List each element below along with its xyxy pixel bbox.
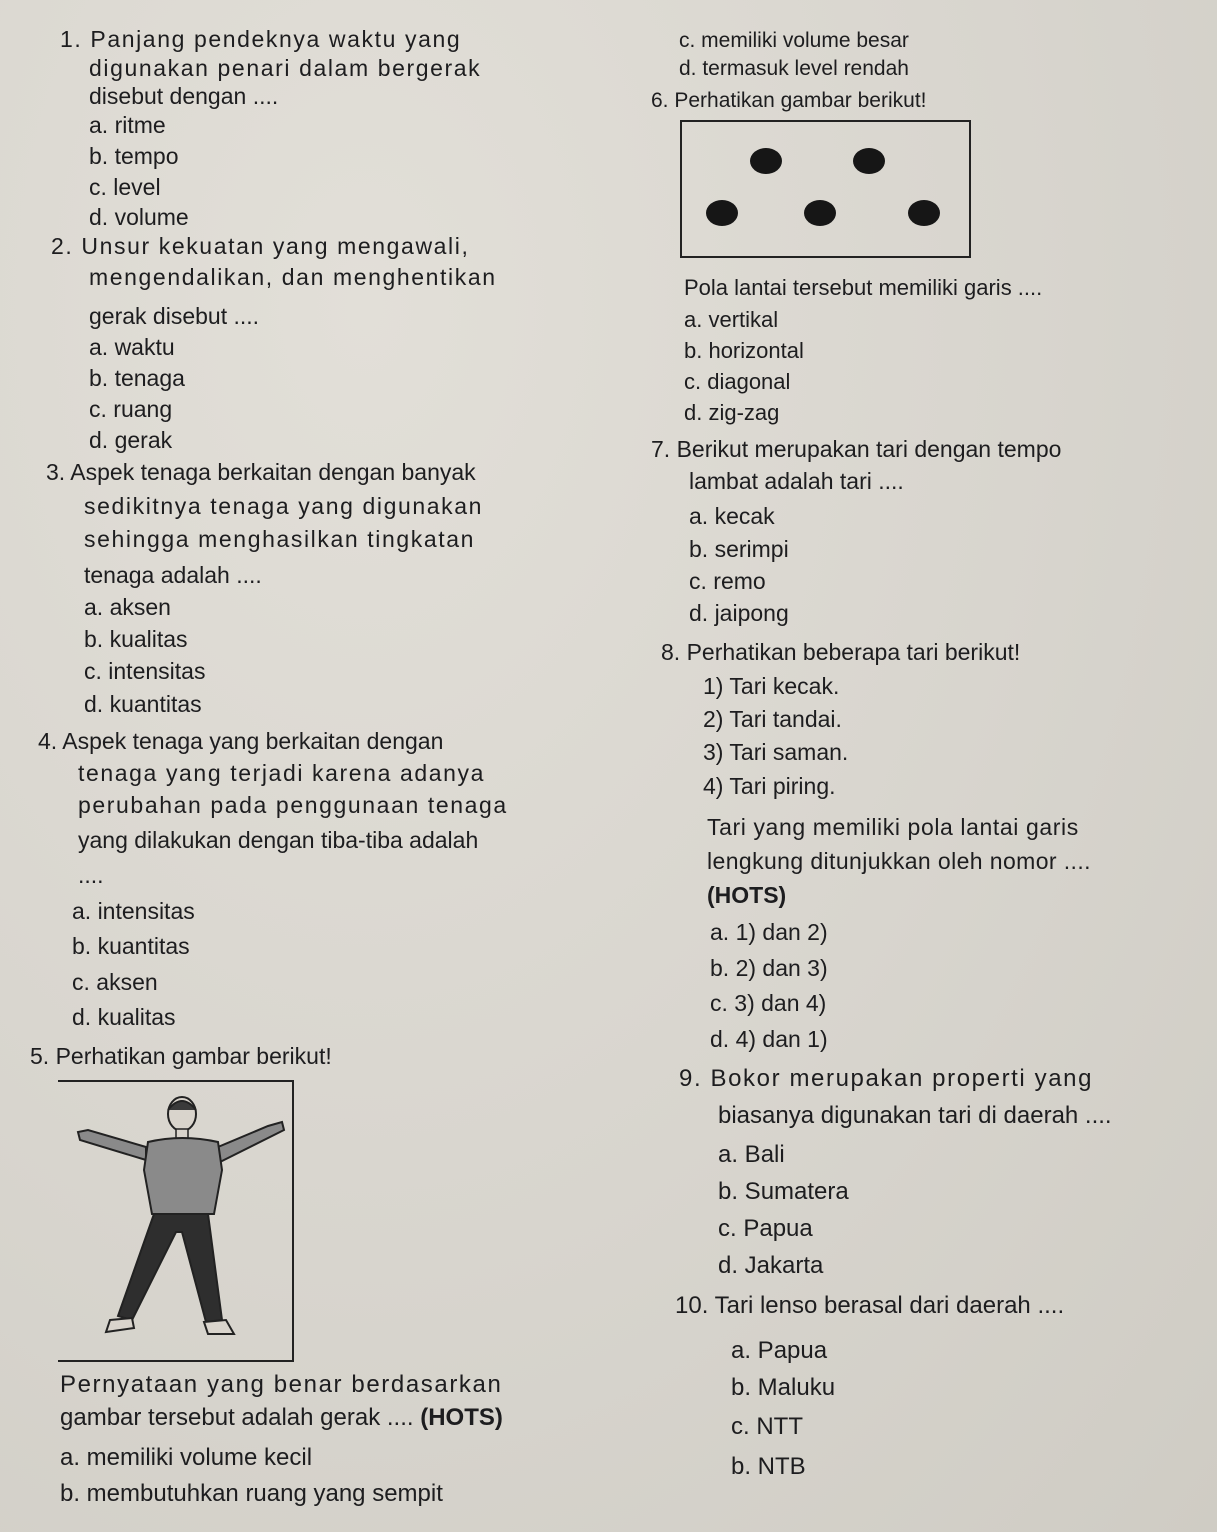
q4-line-5: .... — [78, 862, 104, 888]
floor-pattern-box — [680, 120, 971, 258]
q3-line-4: tenaga adalah .... — [84, 562, 262, 588]
q3-option-a[interactable]: a. aksen — [84, 594, 171, 620]
q2-line-3: gerak disebut .... — [89, 303, 260, 329]
q4-option-d[interactable]: d. kualitas — [72, 1004, 176, 1030]
q7-option-b[interactable]: b. serimpi — [689, 536, 789, 562]
q3-option-d[interactable]: d. kuantitas — [84, 691, 202, 717]
q8-line-2: lengkung ditunjukkan oleh nomor .... — [707, 848, 1091, 874]
q8-item-3: 3) Tari saman. — [703, 739, 849, 765]
q9-option-b[interactable]: b. Sumatera — [718, 1178, 849, 1205]
q2-option-a[interactable]: a. waktu — [89, 334, 175, 360]
dancer-dot — [804, 200, 836, 226]
q4-option-a[interactable]: a. intensitas — [72, 898, 195, 924]
q5-option-b[interactable]: b. membutuhkan ruang yang sempit — [60, 1480, 443, 1507]
q1-option-d[interactable]: d. volume — [89, 204, 189, 230]
q5-hots-label: (HOTS) — [420, 1404, 503, 1431]
q9-option-a[interactable]: a. Bali — [718, 1141, 785, 1168]
q5-option-c[interactable]: c. memiliki volume besar — [679, 29, 909, 52]
q8-hots-label: (HOTS) — [707, 882, 787, 908]
q8-item-2: 2) Tari tandai. — [703, 706, 842, 732]
q10-option-d[interactable]: b. NTB — [731, 1453, 806, 1480]
q1-option-c[interactable]: c. level — [89, 174, 161, 200]
q1-line-3: disebut dengan .... — [89, 83, 279, 109]
q6-option-a[interactable]: a. vertikal — [684, 307, 779, 332]
dancer-dot — [908, 200, 940, 226]
q5-line-1: Pernyataan yang benar berdasarkan — [60, 1371, 503, 1398]
q8-option-c[interactable]: c. 3) dan 4) — [710, 990, 827, 1016]
q4-option-b[interactable]: b. kuantitas — [72, 933, 190, 959]
q1-line-1: 1. Panjang pendeknya waktu yang — [60, 26, 462, 52]
q8-line-1: Tari yang memiliki pola lantai garis — [707, 814, 1079, 840]
q10-option-b[interactable]: b. Maluku — [731, 1374, 836, 1401]
q6-title: 6. Perhatikan gambar berikut! — [651, 89, 927, 112]
q3-option-c[interactable]: c. intensitas — [84, 658, 206, 684]
q4-line-3: perubahan pada penggunaan tenaga — [78, 792, 508, 818]
q6-option-c[interactable]: c. diagonal — [684, 369, 791, 394]
q10-line-1: 10. Tari lenso berasal dari daerah .... — [675, 1292, 1065, 1319]
q4-line-1: 4. Aspek tenaga yang berkaitan dengan — [38, 728, 444, 754]
q6-caption: Pola lantai tersebut memiliki garis .... — [684, 275, 1043, 300]
q5-option-a[interactable]: a. memiliki volume kecil — [60, 1444, 313, 1471]
q10-option-c[interactable]: c. NTT — [731, 1413, 803, 1440]
q9-line-1: 9. Bokor merupakan properti yang — [679, 1065, 1094, 1092]
q3-line-3: sehingga menghasilkan tingkatan — [84, 526, 476, 552]
q4-option-c[interactable]: c. aksen — [72, 969, 158, 995]
q4-line-2: tenaga yang terjadi karena adanya — [78, 760, 486, 786]
q8-item-4: 4) Tari piring. — [703, 773, 836, 799]
q9-line-2: biasanya digunakan tari di daerah .... — [718, 1102, 1112, 1129]
q5-figure-frame — [58, 1080, 294, 1362]
q1-option-a[interactable]: a. ritme — [89, 112, 166, 138]
q2-option-c[interactable]: c. ruang — [89, 396, 173, 422]
q9-option-d[interactable]: d. Jakarta — [718, 1252, 824, 1279]
q7-line-1: 7. Berikut merupakan tari dengan tempo — [651, 436, 1062, 462]
q7-option-c[interactable]: c. remo — [689, 568, 766, 594]
q3-line-1: 3. Aspek tenaga berkaitan dengan banyak — [46, 459, 476, 485]
q1-line-2: digunakan penari dalam bergerak — [89, 55, 482, 81]
q4-line-4: yang dilakukan dengan tiba-tiba adalah — [78, 827, 479, 853]
q2-option-b[interactable]: b. tenaga — [89, 365, 185, 391]
q5-option-d[interactable]: d. termasuk level rendah — [679, 57, 909, 80]
q2-line-2: mengendalikan, dan menghentikan — [89, 264, 497, 290]
q10-option-a[interactable]: a. Papua — [731, 1337, 828, 1364]
q1-option-b[interactable]: b. tempo — [89, 143, 179, 169]
q5-title: 5. Perhatikan gambar berikut! — [30, 1043, 332, 1069]
q9-option-c[interactable]: c. Papua — [718, 1215, 813, 1242]
q3-option-b[interactable]: b. kualitas — [84, 626, 188, 652]
dancer-figure-image — [58, 1082, 292, 1360]
q7-line-2: lambat adalah tari .... — [689, 468, 904, 494]
dancer-dot — [706, 200, 738, 226]
q7-option-a[interactable]: a. kecak — [689, 503, 775, 529]
q3-line-2: sedikitnya tenaga yang digunakan — [84, 493, 484, 519]
dancer-dot — [750, 148, 782, 174]
q5-line-2-row — [60, 1406, 503, 1430]
q6-option-d[interactable]: d. zig-zag — [684, 400, 780, 425]
q2-line-1: 2. Unsur kekuatan yang mengawali, — [51, 233, 470, 259]
q6-option-b[interactable]: b. horizontal — [684, 338, 804, 363]
q5-line-2: gambar tersebut adalah gerak .... — [60, 1404, 414, 1431]
q8-item-1: 1) Tari kecak. — [703, 673, 840, 699]
q8-option-a[interactable]: a. 1) dan 2) — [710, 919, 828, 945]
dancer-dot — [853, 148, 885, 174]
q2-option-d[interactable]: d. gerak — [89, 427, 173, 453]
q8-title: 8. Perhatikan beberapa tari berikut! — [661, 639, 1021, 665]
q7-option-d[interactable]: d. jaipong — [689, 600, 789, 626]
q8-option-d[interactable]: d. 4) dan 1) — [710, 1026, 828, 1052]
q8-option-b[interactable]: b. 2) dan 3) — [710, 955, 828, 981]
